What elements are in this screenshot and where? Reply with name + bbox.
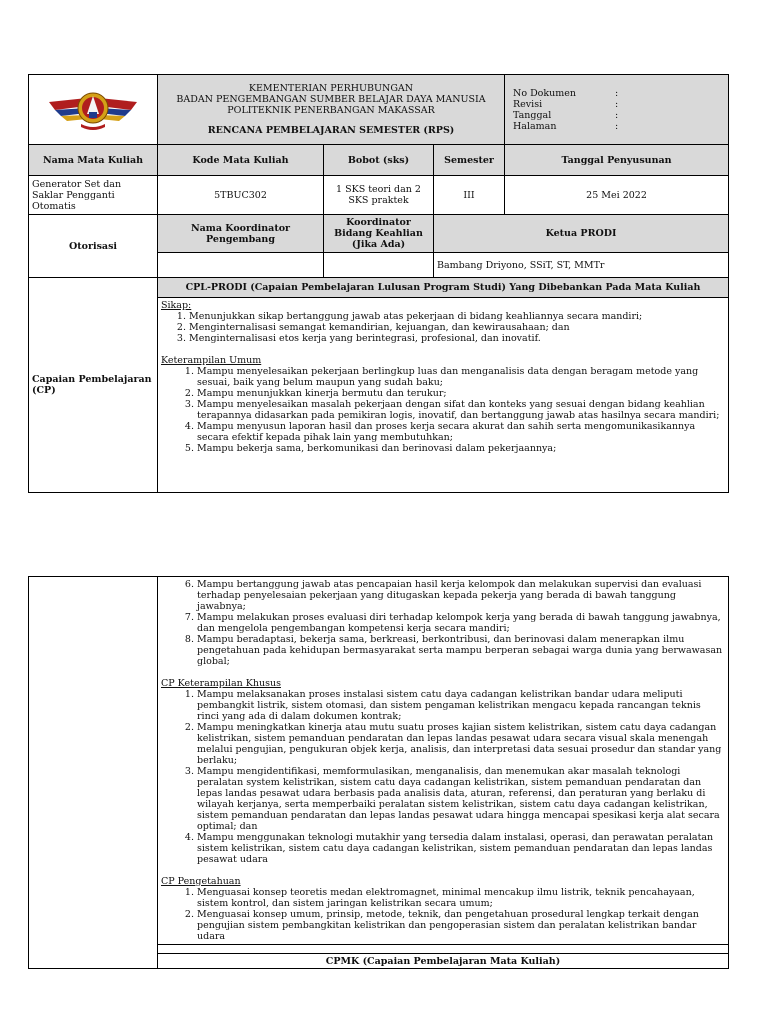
list-item: 4. Mampu menyusun laporan hasil dan proses kerja secara akurat dan sahih serta mengomunikasikannya secara efektif kepada pihak lain yang membutuhkan; [197,421,725,443]
keterampilan-khusus-list [161,689,725,865]
document-page-2 [28,576,728,969]
sikap-title: Sikap: [161,300,192,311]
document-title: RENCANA PEMBELAJARAN SEMESTER (RPS) [207,125,455,136]
course-code: 5TBUC302 [158,176,324,215]
header-tanggal-penyusunan: Tanggal Penyusunan [505,145,729,176]
institution-header [158,75,505,145]
list-item: 6. Mampu bertanggung jawab atas pencapaian hasil kerja kelompok dan melakukan supervisi dan evaluasi terhadap penyelesaian pekerjaan yang ditugaskan kepada pekerja yang berada di bawah tanggung jawabnya; [197,579,725,612]
keterampilan-khusus-title: CP Keterampilan Khusus [161,678,281,689]
cp-content-page-2 [158,577,729,945]
institution-line-1: KEMENTERIAN PERHUBUNGAN [248,83,414,94]
list-item: 2. Menginternalisasi semangat kemandirian, kejuangan, dan kewirausahaan; dan [189,322,725,333]
cpmk-title: CPMK (Capaian Pembelajaran Mata Kuliah) [158,954,729,969]
meta-row: Halaman : [513,120,619,132]
list-item: 1. Menguasai konsep teoretis medan elektromagnet, minimal mencakup ilmu listrik, teknik pencahayaan, sistem kontrol, dan sistem jaringan kelistrikan secara umum; [197,887,725,909]
list-item: 1. Mampu menyelesaikan pekerjaan berlingkup luas dan menganalisis data dengan beragam metode yang sesuai, baik yang belum maupun yang sudah baku; [197,366,725,388]
course-credits: 1 SKS teori dan 2 SKS praktek [324,176,434,215]
course-date: 25 Mei 2022 [505,176,729,215]
course-value-row [29,176,729,215]
header-bobot: Bobot (sks) [324,145,434,176]
meta-row: No Dokumen : [513,87,619,99]
header-ketua-prodi: Ketua PRODI [434,215,729,253]
pengetahuan-list [161,887,725,942]
cpl-prodi-title: CPL-PRODI (Capaian Pembelajaran Lulusan Program Studi) Yang Dibebankan Pada Mata Kuliah [158,278,729,298]
list-item: 3. Mampu mengidentifikasi, memformulasikan, menganalisis, dan menemukan akar masalah teknologi peralatan system kelistrikan, sistem catu daya cadangan kelistrikan, sistem pemanduan pendaratan dan lepas landas pesawat udara berbasis pada analisis data, aturan, referensi, dan peraturan yang berlaku di wilayah kerjanya, serta memperbaiki peralatan sistem kelistrikan, sistem catu daya cadangan kelistrikan, sistem pemanduan pendaratan dan lepas landas pesawat udara hingga mencapai spesikasi kerja alat secara optimal; dan [197,766,725,832]
list-item: 2. Menguasai konsep umum, prinsip, metode, teknik, dan pengetahuan prosedural lengkap terkait dengan pengujian sistem pembangkitan kelistrikan dan pengoperasian sistem dan peralatan kelistrikan bandar udara [197,909,725,942]
course-name: Generator Set dan Saklar Pengganti Otomatis [29,176,158,215]
list-item: 2. Mampu meningkatkan kinerja atau mutu suatu proses kajian sistem kelistrikan, sistem catu daya cadangan kelistrikan, sistem pemanduan pendaratan dan lepas landas pesawat udara secara visual skala menengah melalui pengujian, pengukuran objek kerja, analisis, dan interpretasi data sesuai prosedur dan standar yang berlaku; [197,722,725,766]
list-item: 3. Mampu menyelesaikan masalah pekerjaan dengan sifat dan konteks yang sesuai dengan bidang keahlian terapannya didasarkan pada pemikiran logis, inovatif, dan bertanggung jawab atas hasilnya secara mandiri; [197,399,725,421]
header-koordinator-pengembang: Nama Koordinator Pengembang [158,215,324,253]
otorisasi-header-row [29,215,729,253]
pengetahuan-title: CP Pengetahuan [161,876,241,887]
sikap-list [161,311,725,344]
list-item: 8. Mampu beradaptasi, bekerja sama, berkreasi, berkontribusi, dan berinovasi dalam menerapkan ilmu pengetahuan pada kehidupan bermasyarakat serta mampu berperan sebagai warga dunia yang berwawasan global; [197,634,725,667]
header-nama-mata-kuliah: Nama Mata Kuliah [29,145,158,176]
list-item: 1. Mampu melaksanakan proses instalasi sistem catu daya cadangan kelistrikan bandar udara meliputi pembangkit listrik, sistem otomasi, dan sistem pengaman kelistrikan mengacu kepada rancangan teknis rinci yang ada di dalam dokumen kontrak; [197,689,725,722]
list-item: 3. Menginternalisasi etos kerja yang berintegrasi, profesional, dan inovatif. [189,333,725,344]
list-item: 5. Mampu bekerja sama, berkomunikasi dan berinovasi dalam pekerjaannya; [197,443,725,454]
cp-label: Capaian Pembelajaran (CP) [29,278,158,493]
koordinator-bidang-value [324,253,434,278]
keterampilan-umum-title: Keterampilan Umum [161,355,262,366]
header-kode-mata-kuliah: Kode Mata Kuliah [158,145,324,176]
keterampilan-umum-list-continued [161,579,725,667]
course-semester: III [434,176,505,215]
document-meta [505,75,729,145]
institution-line-2: BADAN PENGEMBANGAN SUMBER BELAJAR DAYA MANUSIA [176,94,486,105]
polytechnic-emblem-icon [47,82,139,134]
list-item: 7. Mampu melakukan proses evaluasi diri terhadap kelompok kerja yang berada di bawah tanggung jawabnya, dan mengelola pengembangan kompetensi kerja secara mandiri; [197,612,725,634]
rps-table-page-1 [28,74,729,493]
meta-row: Revisi : [513,98,619,110]
koordinator-pengembang-value [158,253,324,278]
keterampilan-umum-list [161,366,725,454]
ketua-prodi-value: Bambang Driyono, SSiT, ST, MMTr [434,253,729,278]
institution-line-3: POLITEKNIK PENERBANGAN MAKASSAR [227,105,435,116]
header-koordinator-bidang: Koordinator Bidang Keahlian (Jika Ada) [324,215,434,253]
rps-table-page-2 [28,576,729,969]
document-page-1 [28,74,728,493]
course-header-row [29,145,729,176]
otorisasi-label: Otorisasi [29,215,158,278]
cp-label-continued [29,577,158,969]
meta-row: Tanggal : [513,109,619,121]
cp-content-page-1 [158,298,729,493]
list-item: 4. Mampu menggunakan teknologi mutakhir yang tersedia dalam instalasi, operasi, dan perawatan peralatan sistem kelistrikan, sistem catu daya cadangan kelistrikan, sistem pemanduan pendaratan dan lepas landas pesawat udara [197,832,725,865]
list-item: 2. Mampu menunjukkan kinerja bermutu dan terukur; [197,388,725,399]
logo-cell [29,75,158,145]
spacer-row [158,945,729,954]
header-semester: Semester [434,145,505,176]
list-item: 1. Menunjukkan sikap bertanggung jawab atas pekerjaan di bidang keahliannya secara mandiri; [189,311,725,322]
